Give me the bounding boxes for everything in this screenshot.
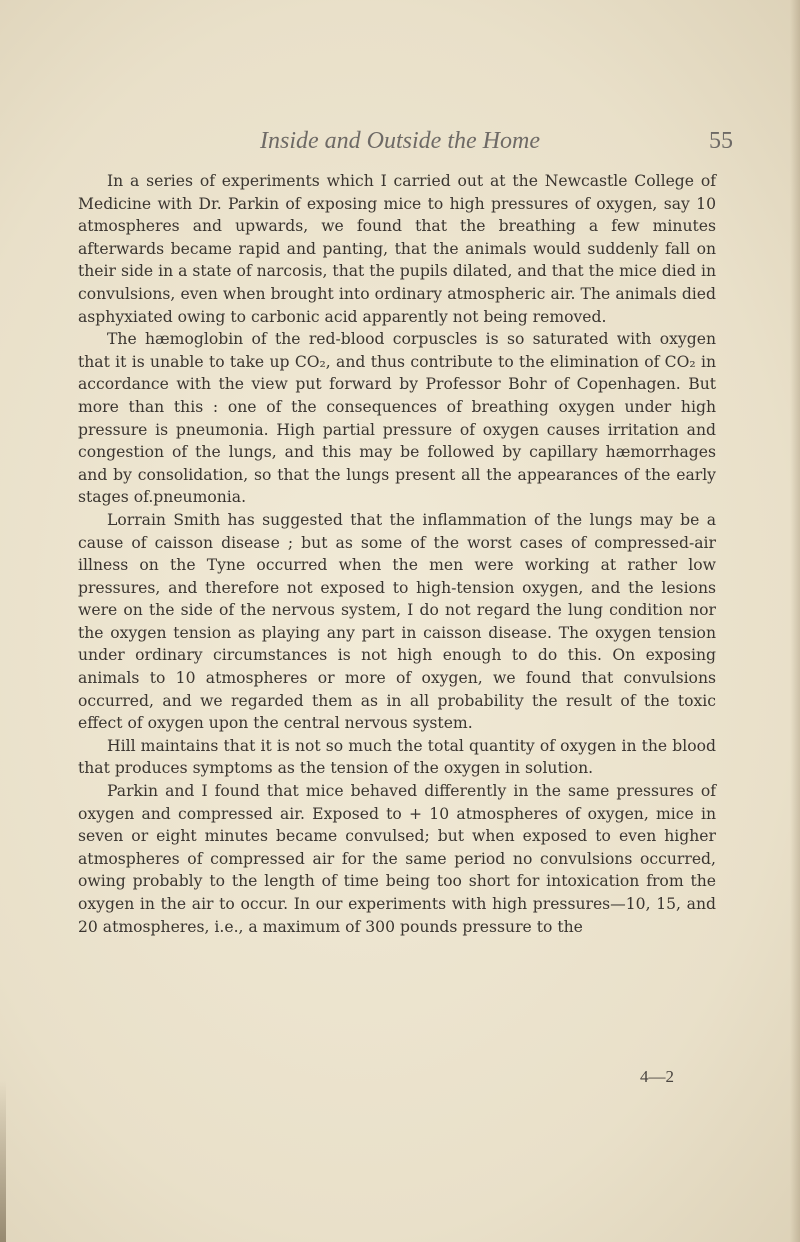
running-header <box>60 128 740 168</box>
paragraph-1: In a series of experiments which I carried out at the Newcastle College of Medicine with Dr. Parkin of exposing mice to high pressures of oxygen, say 10 atmospheres and upwards, we found that the breathing a few minutes afterwards became rapid and panting, that the animals would suddenly fall on their side in a state of narcosis, that the pupils dilated, and that the mice died in convulsions, even when brought into ordinary atmospheric air. The animals died asphyxiated owing to carbonic acid apparently not being removed. <box>78 172 716 326</box>
paragraph-4: Hill maintains that it is not so much the total quantity of oxygen in the blood that produces symptoms as the tension of the oxygen in solution. <box>78 736 716 778</box>
running-title: Inside and Outside the Home <box>260 128 540 154</box>
body-text <box>78 170 716 938</box>
paragraph-2: The hæmoglobin of the red-blood corpuscles is so saturated with oxygen that it is unable to take up CO₂, and thus contribute to the elimination of CO₂ in accordance with the view put forward by Professor Bohr of Copenhagen. But more than this : one of the consequences of breathing oxygen under high pressure is pneumonia. High partial pressure of oxygen causes irritation and congestion of the lungs, and this may be followed by capillary hæmorrhages and by consolidation, so that the lungs present all the appearances of the early stages of.pneumonia. <box>78 330 716 507</box>
signature-mark: 4—2 <box>640 1067 674 1086</box>
page-binding-shadow <box>0 1080 6 1242</box>
paragraph-5: Parkin and I found that mice behaved differently in the same pressures of oxygen and compressed air. Exposed to + 10 atmospheres of oxygen, mice in seven or eight minutes became convulsed; but when exposed to even higher atmospheres of compressed air for the same period no convulsions occurred, owing probably to the length of time being too short for intoxication from the oxygen in the air to occur. In our experiments with high pressures—10, 15, and 20 atmospheres, i.e., a maximum of 300 pounds pressure to the <box>78 782 716 936</box>
page-number: 55 <box>709 128 733 154</box>
page-edge-shadow <box>790 0 800 1242</box>
paragraph-3: Lorrain Smith has suggested that the inflammation of the lungs may be a cause of caisson disease ; but as some of the worst cases of compressed-air illness on the Tyne occurred when the men were working at rather low pressures, and therefore not exposed to high-tension oxygen, and the lesions were on the side of the nervous system, I do not regard the lung condition nor the oxygen tension as playing any part in caisson disease. The oxygen tension under ordinary circumstances is not high enough to do this. On exposing animals to 10 atmospheres or more of oxygen, we found that convulsions occurred, and we regarded them as in all probability the result of the toxic effect of oxygen upon the central nervous system. <box>78 510 716 733</box>
